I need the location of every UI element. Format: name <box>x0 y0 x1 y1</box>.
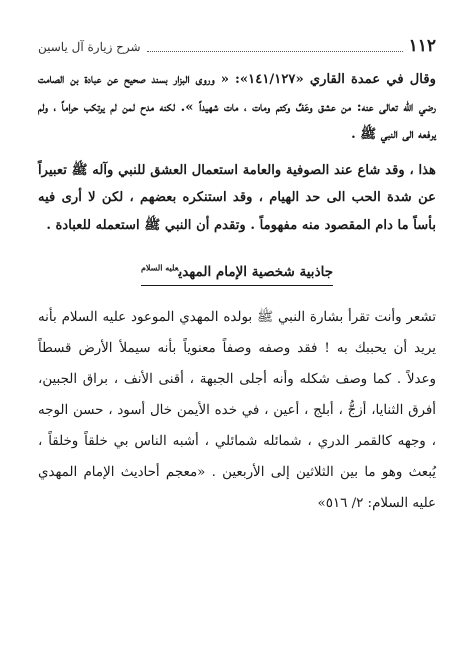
paragraph-umdat-al-qari: وقال في عمدة القاري «١٤١/١٢٧»: « وروى البزار بسند صحيح عن عبادة بن الصامت رضي الله تعالى عنه: من عشق وعَفَّ وكتم ومات ، مات شهيداً ». لكنه مدح لمن لم يرتكب حراماً ، ولم يرفعه الى النبي ﷺ . <box>38 72 436 142</box>
paragraph-mahdi-description: تشعر وأنت تقرأ بشارة النبي ﷺ بولده المهدي الموعود عليه السلام بأنه يريد أن يحببك به ! فقد وصفه وصفاً معنوياً بأنه سيملأ الأرض قسطاً وعدلاً . كما وصف شكله وأنه أجلى الجبهة ، أقنى الأنف ، براق الجبين، أفرق الثنايا، أزجُّ ، أبلج ، أعين ، في خده الأيمن خال أسود ، حسن الوجه ، وجهه كالقمر الدري ، شمائله شمائلي ، أشبه الناس بي خلقاً وخلقاً ، يُبعث وهو ما بين الثلاثين إلى الأربعين . «معجم أحاديث الإمام المهدي عليه السلام: ٢/ ٥١٦» <box>38 310 436 511</box>
page-header <box>38 34 436 56</box>
section-heading <box>141 261 333 286</box>
section-heading-wrap <box>38 261 436 286</box>
heading-honorific: عليه السلام <box>140 262 179 273</box>
header-dotted-rule <box>147 51 403 52</box>
running-title: شرح زيارة آل ياسين <box>38 40 141 54</box>
section-heading-text: جاذبية شخصية الإمام المهدي <box>178 264 334 280</box>
paragraph-sufi-usage: هذا ، وقد شاع عند الصوفية والعامة استعمال العشق للنبي وآله ﷺ تعبيراً عن شدة الحب الى حد الهيام ، وقد استنكره بعضهم ، لكن لا أرى فيه بأساً ما دام المقصود منه مفهوماً . وتقدم أن النبي ﷺ استعمله للعبادة . <box>38 162 436 233</box>
page-body <box>38 66 436 519</box>
page-number: ١١٢ <box>408 36 436 56</box>
